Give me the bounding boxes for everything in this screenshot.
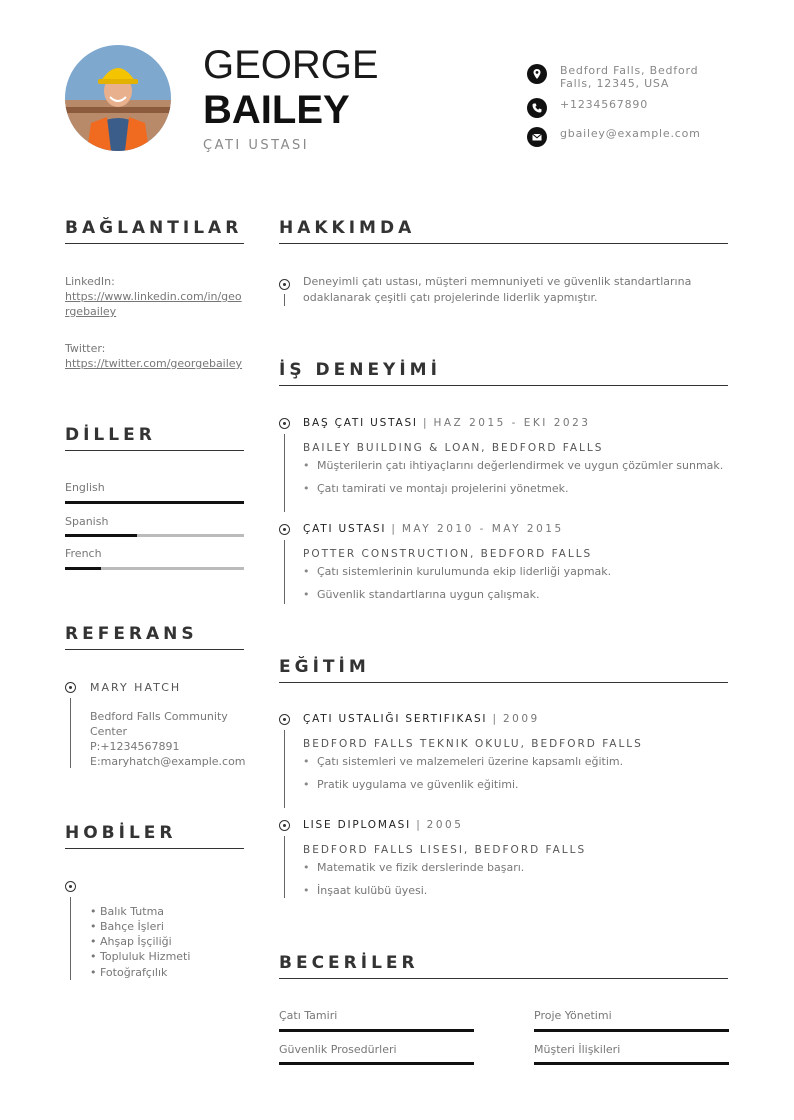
links-rule: [65, 243, 244, 244]
contact-phone: [527, 98, 720, 118]
job-role: BAŞ ÇATI USTASI: [303, 417, 418, 429]
reference-phone: P:+1234567891: [90, 740, 180, 753]
skill-label: Çatı Tamiri: [279, 1009, 338, 1022]
about-rule: [279, 243, 728, 244]
about-heading: HAKKIMDA: [279, 218, 416, 238]
hobby-item: • Fotoğrafçılık: [90, 966, 168, 979]
reference-email: E:maryhatch@example.com: [90, 755, 246, 768]
job-header: ÇATI USTASI | MAY 2010 - MAY 2015: [303, 523, 564, 535]
skill-bar: [534, 1029, 729, 1032]
references-heading: REFERANS: [65, 624, 198, 644]
skill-bar: [279, 1062, 474, 1065]
job-bullet: • Müşterilerin çatı ihtiyaçlarını değerlendirmek ve uygun çözümler sunmak.: [303, 459, 724, 472]
skill-label: Güvenlik Prosedürleri: [279, 1043, 397, 1056]
job-company: POTTER CONSTRUCTION, BEDFORD FALLS: [303, 548, 593, 560]
education-header: ÇATI USTALIĞI SERTIFIKASI | 2009: [303, 713, 540, 725]
education-marker-icon: [279, 820, 290, 831]
reference-name: MARY HATCH: [90, 681, 182, 694]
education-school: BEDFORD FALLS TEKNIK OKULU, BEDFORD FALLS: [303, 738, 643, 750]
hobby-item: • Topluluk Hizmeti: [90, 950, 191, 963]
education-date: 2005: [426, 819, 464, 831]
job-date: MAY 2010 - MAY 2015: [401, 523, 564, 535]
job-bullet: • Güvenlik standartlarına uygun çalışmak.: [303, 588, 540, 601]
hobbies-timeline: [70, 897, 71, 980]
education-bullet: • Matematik ve fizik derslerinde başarı.: [303, 861, 525, 874]
job-timeline: [284, 540, 285, 604]
email-text[interactable]: gbailey@example.com: [560, 127, 701, 140]
hobby-item: • Bahçe İşleri: [90, 920, 164, 933]
address-text: Bedford Falls, Bedford Falls, 12345, USA: [560, 64, 699, 90]
experience-rule: [279, 385, 728, 386]
education-marker-icon: [279, 714, 290, 725]
education-heading: EĞİTİM: [279, 657, 370, 677]
education-bullet: • İnşaat kulübü üyesi.: [303, 884, 428, 897]
job-marker-icon: [279, 418, 290, 429]
languages-rule: [65, 450, 244, 451]
job-date: HAZ 2015 - EKI 2023: [433, 417, 591, 429]
contact-address: [527, 64, 720, 90]
skill-bar: [534, 1062, 729, 1065]
reference-marker-icon: [65, 682, 76, 693]
links-heading: BAĞLANTILAR: [65, 218, 243, 238]
education-bullet: • Pratik uygulama ve güvenlik eğitimi.: [303, 778, 519, 791]
job-marker-icon: [279, 524, 290, 535]
phone-icon: [527, 98, 547, 118]
hobby-item: • Balık Tutma: [90, 905, 165, 918]
phone-text[interactable]: +1234567890: [560, 98, 649, 111]
education-timeline: [284, 836, 285, 898]
education-timeline: [284, 730, 285, 808]
education-title: LISE DIPLOMASI: [303, 819, 412, 831]
skill-bar: [279, 1029, 474, 1032]
skills-rule: [279, 978, 728, 979]
about-text: Deneyimli çatı ustası, müşteri memnuniyeti ve güvenlik standartlarına odaklanarak çeşitli çatı projelerinde liderlik yapmıştır.: [303, 275, 692, 304]
hobbies-rule: [65, 848, 244, 849]
languages-heading: DİLLER: [65, 425, 156, 445]
about-timeline: [284, 294, 285, 306]
reference-org-2: Center: [90, 725, 128, 738]
linkedin-link[interactable]: https://www.linkedin.com/in/georgebailey: [65, 290, 242, 318]
hobby-item: • Ahşap İşçiliği: [90, 935, 172, 948]
language-spanish-label: Spanish: [65, 515, 109, 528]
last-name: BAILEY: [203, 88, 350, 132]
experience-heading: İŞ DENEYİMİ: [279, 360, 441, 380]
education-school: BEDFORD FALLS LISESI, BEDFORD FALLS: [303, 844, 587, 856]
profile-photo: [65, 45, 171, 151]
hobbies-heading: HOBİLER: [65, 823, 177, 843]
twitter-link[interactable]: https://twitter.com/georgebailey: [65, 357, 243, 370]
job-timeline: [284, 434, 285, 512]
education-title: ÇATI USTALIĞI SERTIFIKASI: [303, 713, 488, 725]
language-english-label: English: [65, 481, 105, 494]
reference-timeline: [70, 698, 71, 768]
job-company: BAILEY BUILDING & LOAN, BEDFORD FALLS: [303, 442, 604, 454]
email-icon: [527, 127, 547, 147]
linkedin-label: LinkedIn:: [65, 275, 115, 288]
twitter-label: Twitter:: [65, 342, 106, 355]
reference-org: Bedford Falls Community: [90, 710, 228, 723]
language-french-bar: [65, 567, 244, 570]
job-bullet: • Çatı sistemlerinin kurulumunda ekip liderliği yapmak.: [303, 565, 612, 578]
education-header: LISE DIPLOMASI | 2005: [303, 819, 464, 831]
contact-email: [527, 127, 720, 147]
hobbies-marker-icon: [65, 881, 76, 892]
job-header: BAŞ ÇATI USTASI | HAZ 2015 - EKI 2023: [303, 417, 591, 429]
skill-label: Müşteri İlişkileri: [534, 1043, 621, 1056]
about-marker-icon: [279, 279, 290, 290]
job-title: ÇATI USTASI: [203, 138, 310, 153]
first-name: GEORGE: [203, 43, 379, 87]
language-english-bar: [65, 501, 244, 504]
language-french-label: French: [65, 547, 102, 560]
education-rule: [279, 682, 728, 683]
education-bullet: • Çatı sistemleri ve malzemeleri üzerine kapsamlı eğitim.: [303, 755, 624, 768]
skill-label: Proje Yönetimi: [534, 1009, 612, 1022]
location-pin-icon: [527, 64, 547, 84]
job-role: ÇATI USTASI: [303, 523, 387, 535]
references-rule: [65, 649, 244, 650]
language-spanish-bar: [65, 534, 244, 537]
skills-heading: BECERİLER: [279, 953, 419, 973]
education-date: 2009: [502, 713, 540, 725]
job-bullet: • Çatı tamirati ve montajı projelerini yönetmek.: [303, 482, 569, 495]
